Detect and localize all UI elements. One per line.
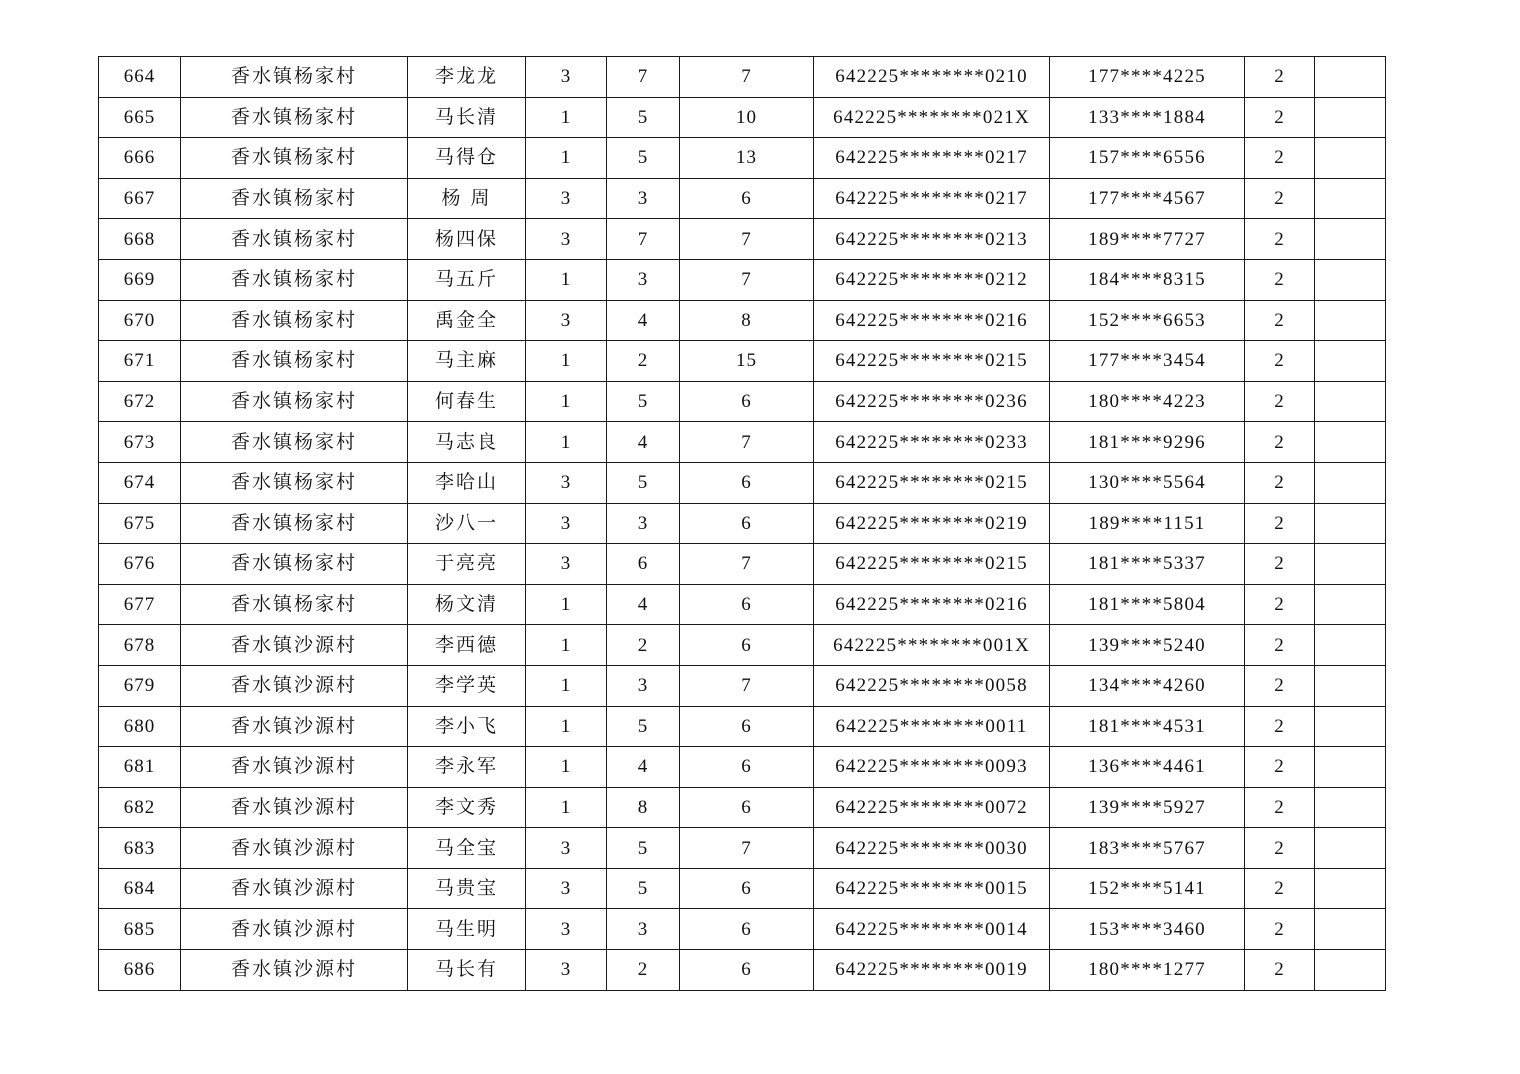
name-cell: 马主麻 (408, 341, 526, 382)
count-b-cell: 5 (607, 706, 680, 747)
count-c-cell: 7 (680, 57, 814, 98)
roster-page (98, 56, 1385, 991)
row-number: 686 (99, 950, 181, 991)
phone-cell: 189****1151 (1050, 503, 1245, 544)
remark-cell (1315, 138, 1386, 179)
id-number-cell: 642225********0215 (814, 462, 1050, 503)
table-row (99, 828, 1386, 869)
count-b-cell: 4 (607, 300, 680, 341)
row-number: 683 (99, 828, 181, 869)
name-cell: 马五斤 (408, 259, 526, 300)
table-row (99, 950, 1386, 991)
id-number-cell: 642225********0215 (814, 544, 1050, 585)
row-number: 666 (99, 138, 181, 179)
village-cell: 香水镇沙源村 (181, 665, 408, 706)
category-cell: 2 (1245, 950, 1315, 991)
village-cell: 香水镇杨家村 (181, 462, 408, 503)
name-cell: 杨 周 (408, 178, 526, 219)
category-cell: 2 (1245, 219, 1315, 260)
table-row (99, 178, 1386, 219)
table-row (99, 462, 1386, 503)
row-number: 677 (99, 584, 181, 625)
phone-cell: 180****1277 (1050, 950, 1245, 991)
id-number-cell: 642225********0216 (814, 584, 1050, 625)
name-cell: 马长清 (408, 97, 526, 138)
phone-cell: 177****3454 (1050, 341, 1245, 382)
count-b-cell: 3 (607, 665, 680, 706)
count-b-cell: 5 (607, 828, 680, 869)
name-cell: 李哈山 (408, 462, 526, 503)
name-cell: 马全宝 (408, 828, 526, 869)
category-cell: 2 (1245, 462, 1315, 503)
count-a-cell: 1 (526, 259, 607, 300)
table-row (99, 544, 1386, 585)
category-cell: 2 (1245, 787, 1315, 828)
table-row (99, 381, 1386, 422)
table-row (99, 503, 1386, 544)
count-a-cell: 3 (526, 178, 607, 219)
remark-cell (1315, 219, 1386, 260)
village-cell: 香水镇沙源村 (181, 868, 408, 909)
row-number: 673 (99, 422, 181, 463)
village-cell: 香水镇沙源村 (181, 950, 408, 991)
count-a-cell: 1 (526, 381, 607, 422)
count-c-cell: 15 (680, 341, 814, 382)
table-row (99, 747, 1386, 788)
count-b-cell: 2 (607, 341, 680, 382)
table-row (99, 219, 1386, 260)
count-c-cell: 6 (680, 584, 814, 625)
remark-cell (1315, 787, 1386, 828)
category-cell: 2 (1245, 868, 1315, 909)
count-b-cell: 8 (607, 787, 680, 828)
count-a-cell: 3 (526, 57, 607, 98)
phone-cell: 181****5337 (1050, 544, 1245, 585)
count-c-cell: 7 (680, 422, 814, 463)
remark-cell (1315, 259, 1386, 300)
phone-cell: 139****5240 (1050, 625, 1245, 666)
category-cell: 2 (1245, 422, 1315, 463)
row-number: 671 (99, 341, 181, 382)
remark-cell (1315, 868, 1386, 909)
village-cell: 香水镇杨家村 (181, 178, 408, 219)
category-cell: 2 (1245, 341, 1315, 382)
count-a-cell: 3 (526, 544, 607, 585)
id-number-cell: 642225********0058 (814, 665, 1050, 706)
count-c-cell: 7 (680, 665, 814, 706)
village-cell: 香水镇杨家村 (181, 300, 408, 341)
remark-cell (1315, 300, 1386, 341)
village-cell: 香水镇杨家村 (181, 57, 408, 98)
phone-cell: 139****5927 (1050, 787, 1245, 828)
count-c-cell: 6 (680, 625, 814, 666)
category-cell: 2 (1245, 381, 1315, 422)
table-row (99, 97, 1386, 138)
count-a-cell: 1 (526, 747, 607, 788)
remark-cell (1315, 544, 1386, 585)
phone-cell: 177****4567 (1050, 178, 1245, 219)
count-a-cell: 3 (526, 828, 607, 869)
table-row (99, 706, 1386, 747)
name-cell: 马贵宝 (408, 868, 526, 909)
count-c-cell: 7 (680, 259, 814, 300)
name-cell: 何春生 (408, 381, 526, 422)
name-cell: 李学英 (408, 665, 526, 706)
row-number: 668 (99, 219, 181, 260)
phone-cell: 130****5564 (1050, 462, 1245, 503)
row-number: 682 (99, 787, 181, 828)
name-cell: 马得仓 (408, 138, 526, 179)
count-c-cell: 6 (680, 950, 814, 991)
row-number: 685 (99, 909, 181, 950)
remark-cell (1315, 503, 1386, 544)
remark-cell (1315, 584, 1386, 625)
id-number-cell: 642225********0072 (814, 787, 1050, 828)
name-cell: 李文秀 (408, 787, 526, 828)
name-cell: 李西德 (408, 625, 526, 666)
remark-cell (1315, 462, 1386, 503)
count-a-cell: 1 (526, 341, 607, 382)
count-c-cell: 7 (680, 544, 814, 585)
count-c-cell: 6 (680, 503, 814, 544)
remark-cell (1315, 747, 1386, 788)
phone-cell: 152****6653 (1050, 300, 1245, 341)
count-b-cell: 4 (607, 422, 680, 463)
phone-cell: 189****7727 (1050, 219, 1245, 260)
village-cell: 香水镇沙源村 (181, 828, 408, 869)
count-b-cell: 5 (607, 462, 680, 503)
roster-table (98, 56, 1386, 991)
name-cell: 马长有 (408, 950, 526, 991)
row-number: 676 (99, 544, 181, 585)
phone-cell: 181****5804 (1050, 584, 1245, 625)
category-cell: 2 (1245, 909, 1315, 950)
village-cell: 香水镇沙源村 (181, 747, 408, 788)
row-number: 679 (99, 665, 181, 706)
name-cell: 李龙龙 (408, 57, 526, 98)
count-b-cell: 3 (607, 259, 680, 300)
row-number: 674 (99, 462, 181, 503)
count-c-cell: 6 (680, 787, 814, 828)
remark-cell (1315, 422, 1386, 463)
row-number: 678 (99, 625, 181, 666)
village-cell: 香水镇杨家村 (181, 422, 408, 463)
remark-cell (1315, 381, 1386, 422)
count-a-cell: 3 (526, 503, 607, 544)
id-number-cell: 642225********0216 (814, 300, 1050, 341)
village-cell: 香水镇沙源村 (181, 909, 408, 950)
count-c-cell: 6 (680, 868, 814, 909)
table-row (99, 665, 1386, 706)
count-b-cell: 5 (607, 97, 680, 138)
count-a-cell: 1 (526, 706, 607, 747)
row-number: 665 (99, 97, 181, 138)
id-number-cell: 642225********021X (814, 97, 1050, 138)
phone-cell: 180****4223 (1050, 381, 1245, 422)
count-b-cell: 7 (607, 57, 680, 98)
name-cell: 马志良 (408, 422, 526, 463)
phone-cell: 157****6556 (1050, 138, 1245, 179)
category-cell: 2 (1245, 503, 1315, 544)
id-number-cell: 642225********0011 (814, 706, 1050, 747)
table-row (99, 584, 1386, 625)
count-c-cell: 6 (680, 747, 814, 788)
count-c-cell: 7 (680, 828, 814, 869)
row-number: 669 (99, 259, 181, 300)
name-cell: 禹金全 (408, 300, 526, 341)
row-number: 664 (99, 57, 181, 98)
row-number: 675 (99, 503, 181, 544)
count-b-cell: 2 (607, 950, 680, 991)
phone-cell: 136****4461 (1050, 747, 1245, 788)
remark-cell (1315, 909, 1386, 950)
count-a-cell: 1 (526, 584, 607, 625)
id-number-cell: 642225********0212 (814, 259, 1050, 300)
category-cell: 2 (1245, 138, 1315, 179)
roster-body (99, 57, 1386, 991)
count-a-cell: 3 (526, 950, 607, 991)
category-cell: 2 (1245, 706, 1315, 747)
table-row (99, 57, 1386, 98)
remark-cell (1315, 341, 1386, 382)
count-a-cell: 3 (526, 909, 607, 950)
phone-cell: 181****9296 (1050, 422, 1245, 463)
category-cell: 2 (1245, 665, 1315, 706)
count-b-cell: 5 (607, 868, 680, 909)
remark-cell (1315, 97, 1386, 138)
count-b-cell: 3 (607, 178, 680, 219)
id-number-cell: 642225********0210 (814, 57, 1050, 98)
row-number: 681 (99, 747, 181, 788)
count-b-cell: 3 (607, 503, 680, 544)
table-row (99, 787, 1386, 828)
count-b-cell: 7 (607, 219, 680, 260)
table-row (99, 625, 1386, 666)
count-b-cell: 4 (607, 584, 680, 625)
id-number-cell: 642225********0014 (814, 909, 1050, 950)
phone-cell: 152****5141 (1050, 868, 1245, 909)
row-number: 667 (99, 178, 181, 219)
count-c-cell: 6 (680, 462, 814, 503)
id-number-cell: 642225********0236 (814, 381, 1050, 422)
id-number-cell: 642225********001X (814, 625, 1050, 666)
village-cell: 香水镇杨家村 (181, 259, 408, 300)
row-number: 670 (99, 300, 181, 341)
count-c-cell: 13 (680, 138, 814, 179)
category-cell: 2 (1245, 584, 1315, 625)
village-cell: 香水镇杨家村 (181, 97, 408, 138)
phone-cell: 134****4260 (1050, 665, 1245, 706)
name-cell: 杨文清 (408, 584, 526, 625)
village-cell: 香水镇杨家村 (181, 503, 408, 544)
category-cell: 2 (1245, 259, 1315, 300)
category-cell: 2 (1245, 178, 1315, 219)
remark-cell (1315, 706, 1386, 747)
table-row (99, 138, 1386, 179)
phone-cell: 133****1884 (1050, 97, 1245, 138)
id-number-cell: 642225********0215 (814, 341, 1050, 382)
name-cell: 于亮亮 (408, 544, 526, 585)
name-cell: 李小飞 (408, 706, 526, 747)
count-c-cell: 8 (680, 300, 814, 341)
count-a-cell: 1 (526, 625, 607, 666)
count-a-cell: 1 (526, 422, 607, 463)
village-cell: 香水镇杨家村 (181, 544, 408, 585)
village-cell: 香水镇杨家村 (181, 341, 408, 382)
table-row (99, 341, 1386, 382)
count-b-cell: 5 (607, 381, 680, 422)
table-row (99, 909, 1386, 950)
table-row (99, 422, 1386, 463)
id-number-cell: 642225********0015 (814, 868, 1050, 909)
count-a-cell: 1 (526, 665, 607, 706)
count-c-cell: 6 (680, 706, 814, 747)
row-number: 684 (99, 868, 181, 909)
village-cell: 香水镇杨家村 (181, 138, 408, 179)
remark-cell (1315, 828, 1386, 869)
name-cell: 沙八一 (408, 503, 526, 544)
remark-cell (1315, 57, 1386, 98)
table-row (99, 868, 1386, 909)
count-b-cell: 5 (607, 138, 680, 179)
village-cell: 香水镇杨家村 (181, 381, 408, 422)
phone-cell: 153****3460 (1050, 909, 1245, 950)
id-number-cell: 642225********0233 (814, 422, 1050, 463)
count-c-cell: 6 (680, 909, 814, 950)
village-cell: 香水镇沙源村 (181, 625, 408, 666)
count-a-cell: 1 (526, 138, 607, 179)
category-cell: 2 (1245, 97, 1315, 138)
phone-cell: 183****5767 (1050, 828, 1245, 869)
table-row (99, 300, 1386, 341)
count-a-cell: 1 (526, 787, 607, 828)
id-number-cell: 642225********0093 (814, 747, 1050, 788)
category-cell: 2 (1245, 300, 1315, 341)
count-a-cell: 3 (526, 462, 607, 503)
category-cell: 2 (1245, 625, 1315, 666)
row-number: 672 (99, 381, 181, 422)
count-b-cell: 4 (607, 747, 680, 788)
category-cell: 2 (1245, 828, 1315, 869)
phone-cell: 184****8315 (1050, 259, 1245, 300)
name-cell: 杨四保 (408, 219, 526, 260)
category-cell: 2 (1245, 544, 1315, 585)
count-b-cell: 3 (607, 909, 680, 950)
village-cell: 香水镇沙源村 (181, 787, 408, 828)
id-number-cell: 642225********0217 (814, 178, 1050, 219)
count-b-cell: 2 (607, 625, 680, 666)
count-a-cell: 3 (526, 219, 607, 260)
id-number-cell: 642225********0219 (814, 503, 1050, 544)
remark-cell (1315, 950, 1386, 991)
id-number-cell: 642225********0030 (814, 828, 1050, 869)
village-cell: 香水镇杨家村 (181, 584, 408, 625)
phone-cell: 181****4531 (1050, 706, 1245, 747)
name-cell: 马生明 (408, 909, 526, 950)
id-number-cell: 642225********0213 (814, 219, 1050, 260)
count-a-cell: 3 (526, 868, 607, 909)
count-c-cell: 6 (680, 381, 814, 422)
category-cell: 2 (1245, 57, 1315, 98)
count-b-cell: 6 (607, 544, 680, 585)
count-a-cell: 3 (526, 300, 607, 341)
remark-cell (1315, 665, 1386, 706)
row-number: 680 (99, 706, 181, 747)
village-cell: 香水镇沙源村 (181, 706, 408, 747)
remark-cell (1315, 625, 1386, 666)
remark-cell (1315, 178, 1386, 219)
table-row (99, 259, 1386, 300)
id-number-cell: 642225********0019 (814, 950, 1050, 991)
phone-cell: 177****4225 (1050, 57, 1245, 98)
village-cell: 香水镇杨家村 (181, 219, 408, 260)
count-a-cell: 1 (526, 97, 607, 138)
category-cell: 2 (1245, 747, 1315, 788)
count-c-cell: 6 (680, 178, 814, 219)
name-cell: 李永军 (408, 747, 526, 788)
id-number-cell: 642225********0217 (814, 138, 1050, 179)
count-c-cell: 7 (680, 219, 814, 260)
count-c-cell: 10 (680, 97, 814, 138)
